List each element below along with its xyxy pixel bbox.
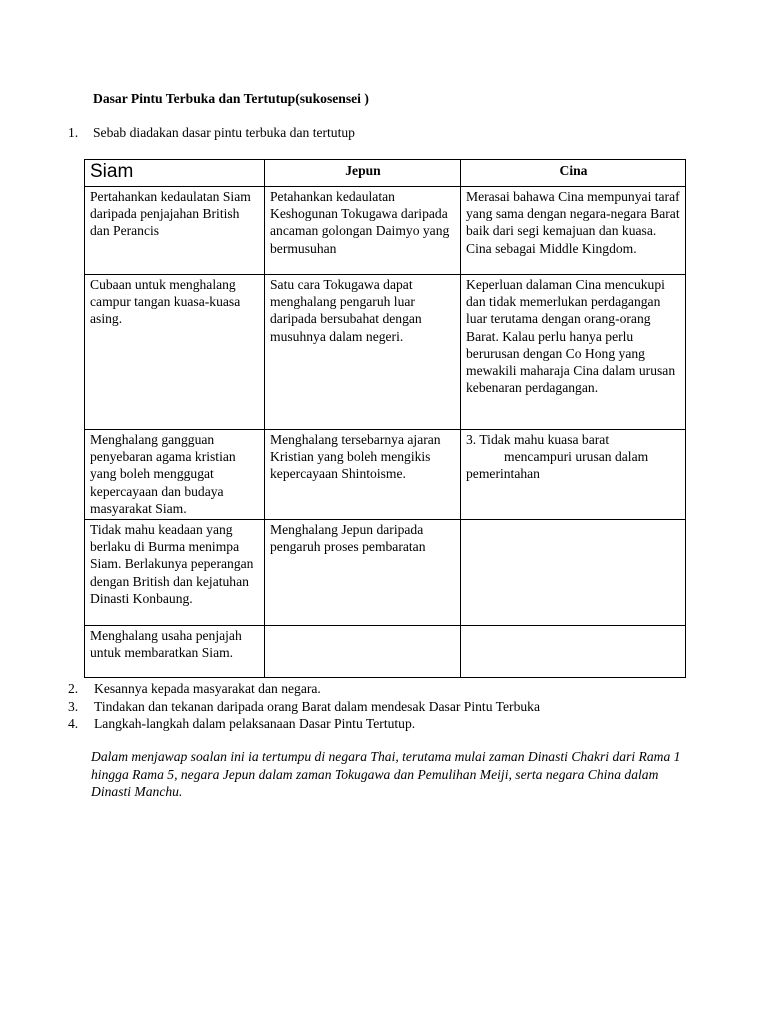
table-cell: Tidak mahu keadaan yang berlaku di Burma menimpa Siam. Berlakunya peperangan dengan British dan kejatuhan Dinasti Konbaung.	[85, 520, 265, 626]
list-number: 2.	[68, 681, 79, 696]
list-text: Kesannya kepada masyarakat dan negara.	[94, 681, 321, 696]
list-text: Langkah-langkah dalam pelaksanaan Dasar Pintu Tertutup.	[94, 716, 416, 731]
question-number: 1.	[68, 125, 79, 140]
table-cell	[461, 430, 686, 520]
table-cell	[461, 520, 686, 626]
table-header-row	[85, 160, 686, 187]
header-cina: Cina	[461, 160, 686, 187]
list-text: Tindakan dan tekanan daripada orang Barat dalam mendesak Dasar Pintu Terbuka	[94, 698, 540, 714]
table-row	[85, 187, 686, 275]
table-row	[85, 430, 686, 520]
table-cell: Keperluan dalaman Cina mencukupi dan tidak memerlukan perdagangan luar terutama dengan orang-orang Barat. Kalau perlu hanya perlu berurusan dengan Co Hong yang mewakili maharaja Cina dalam urusan kebenaran perdagangan.	[461, 275, 686, 430]
table-cell: Menghalang gangguan penyebaran agama kristian yang boleh menggugat kepercayaan dan budaya masyarakat Siam.	[85, 430, 265, 520]
table-cell: Cubaan untuk menghalang campur tangan kuasa-kuasa asing.	[85, 275, 265, 430]
italic-note: Dalam menjawap soalan ini ia tertumpu di negara Thai, terutama mulai zaman Dinasti Chakri dari Rama 1 hingga Rama 5, negara Jepun dalam zaman Tokugawa dan Pemulihan Meiji, serta negara China dalam Dinasti Manchu.	[91, 749, 681, 800]
table-cell	[265, 626, 461, 678]
table-row	[85, 520, 686, 626]
table-cell: Satu cara Tokugawa dapat menghalang pengaruh luar daripada bersubahat dengan musuhnya dalam negeri.	[265, 275, 461, 430]
header-siam: Siam	[85, 160, 265, 187]
document-title: Dasar Pintu Terbuka dan Tertutup(sukosensei )	[93, 91, 369, 106]
table-cell: Menghalang Jepun daripada pengaruh proses pembaratan	[265, 520, 461, 626]
list-number: 3.	[68, 698, 79, 714]
table-cell: Petahankan kedaulatan Keshogunan Tokugawa daripada ancaman golongan Daimyo yang bermusuhan	[265, 187, 461, 275]
cell-line: 3. Tidak mahu kuasa barat	[466, 432, 610, 447]
cell-line: pemerintahan	[466, 466, 540, 482]
header-jepun: Jepun	[265, 160, 461, 187]
table-cell: Menghalang tersebarnya ajaran Kristian yang boleh mengikis kepercayaan Shintoisme.	[265, 430, 461, 520]
table-row	[85, 275, 686, 430]
table-row	[85, 626, 686, 678]
table-cell: Menghalang usaha penjajah untuk membaratkan Siam.	[85, 626, 265, 678]
comparison-table	[84, 159, 686, 678]
cell-line	[466, 448, 681, 465]
table-cell: Merasai bahawa Cina mempunyai taraf yang sama dengan negara-negara Barat baik dari segi kemajuan dan kuasa. Cina sebagai Middle Kingdom.	[461, 187, 686, 275]
cell-line-indented: mencampuri urusan dalam	[504, 449, 649, 465]
table-cell	[461, 626, 686, 678]
question-text: Sebab diadakan dasar pintu terbuka dan tertutup	[93, 125, 355, 140]
list-number: 4.	[68, 716, 79, 731]
table-cell: Pertahankan kedaulatan Siam daripada penjajahan British dan Perancis	[85, 187, 265, 275]
